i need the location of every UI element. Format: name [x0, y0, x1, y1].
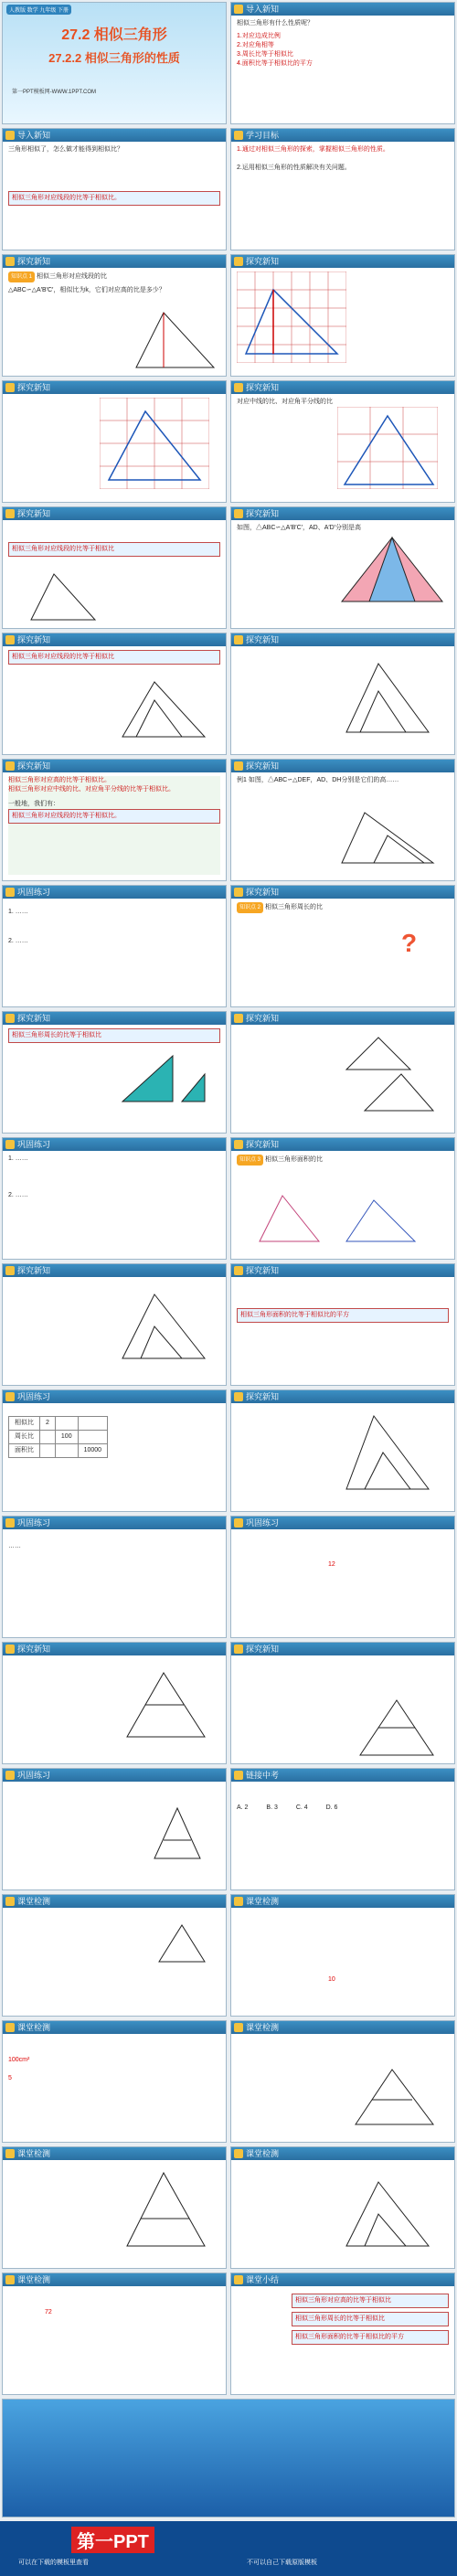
slide-explore-6: 探究新知 如图，△ABC∽△A′B′C′，AD、A′D′分别是高	[230, 506, 455, 629]
slide-summary-1: 探究新知 相似三角形对应高的比等于相似比。 相似三角形对应中线的比、对应角平分线的比等于相似比。 一般地，我们有： 相似三角形对应线段的比等于相似比。	[2, 759, 227, 881]
example-text: 例1 如图，△ABC∽△DEF，AD、DH分别是它们的高……	[237, 777, 399, 783]
table-cell: 100	[55, 1431, 78, 1444]
slide-consolidate-2: 巩固练习 1. …… 2. ……	[2, 1137, 227, 1260]
section-icon	[234, 257, 243, 266]
slide-consolidate-5: 巩固练习 12	[230, 1516, 455, 1638]
highlight-box: 相似三角形对应线段的比等于相似比	[8, 650, 220, 665]
table-row	[9, 1417, 108, 1431]
slide-explore-1: 探究新知 知识点 1 相似三角形对应线段的比 △ABC∽△A′B′C′，相似比为k，它们对应高的比是多少？	[2, 254, 227, 377]
slide-explore-11: 探究新知	[2, 1263, 227, 1386]
section-icon	[234, 635, 243, 644]
list-item: 1.对应边成比例	[237, 33, 281, 39]
problem-text: △ABC∽△A′B′C′，相似比为k，它们对应高的比是多少？	[8, 287, 165, 293]
slide-title	[2, 2, 227, 124]
section-icon	[5, 1771, 15, 1780]
answer-box: 12	[328, 1561, 335, 1568]
slide-explore-12: 探究新知 相似三角形面积的比等于相似比的平方	[230, 1263, 455, 1386]
table-row	[9, 1431, 108, 1444]
knowledge-title: 相似三角形面积的比	[264, 1156, 323, 1163]
slide-example-1: 探究新知 例1 如图，△ABC∽△DEF，AD、DH分别是它们的高……	[230, 759, 455, 881]
table-cell	[40, 1431, 56, 1444]
table-cell	[55, 1417, 78, 1431]
section-icon	[5, 1518, 15, 1528]
option-c[interactable]: C. 4	[295, 1804, 308, 1811]
question-mark-icon: ?	[401, 929, 418, 957]
slide-example-2: 探究新知	[2, 1642, 227, 1764]
triangle-figure	[337, 1033, 438, 1115]
highlight-box: 相似三角形对应线段的比等于相似比。	[8, 809, 220, 824]
section-icon	[5, 131, 15, 140]
section-icon	[5, 761, 15, 771]
answer-box: 100cm²	[8, 2057, 30, 2063]
triangle-figure	[118, 677, 209, 741]
footer-banner	[0, 2521, 457, 2576]
exercise-line: 1. ……	[8, 1155, 28, 1162]
slide-explore-5: 探究新知 相似三角形对应线段的比等于相似比	[2, 506, 227, 629]
exercise-line: 2. ……	[8, 1192, 28, 1198]
section-icon	[234, 1518, 243, 1528]
option-b[interactable]: B. 3	[266, 1804, 278, 1811]
options-row	[237, 1804, 449, 1813]
knowledge-badge: 知识点 3	[237, 1155, 263, 1166]
summary-item: 相似三角形周长的比等于相似比	[292, 2312, 449, 2326]
option-a[interactable]: A. 2	[237, 1804, 249, 1811]
slide-check-6: 课堂检测	[230, 2146, 455, 2269]
highlight-box: 相似三角形面积的比等于相似比的平方	[237, 1308, 449, 1323]
section-icon	[234, 1771, 243, 1780]
slide-check-5: 课堂检测	[2, 2146, 227, 2269]
section-icon	[5, 1014, 15, 1023]
answer-box: 72	[45, 2309, 52, 2315]
section-icon	[234, 2023, 243, 2032]
slide-end	[2, 2399, 455, 2517]
table-cell	[78, 1417, 107, 1431]
question-text: 三角形相似了，怎么做才能得到相似比？	[8, 146, 123, 153]
footer-left-text: 可以在下载的模板里查看	[18, 2560, 89, 2566]
slide-explore-7: 探究新知 相似三角形对应线段的比等于相似比	[2, 633, 227, 755]
goal-2: 2.运用相似三角形的性质解决有关问题。	[237, 165, 351, 171]
section-icon	[5, 1266, 15, 1275]
edition-tag: 人教版 数学 九年级 下册	[6, 5, 71, 15]
lamp-figure	[145, 1804, 209, 1868]
slide-explore-3: 探究新知	[2, 380, 227, 503]
slide-consolidate-3: 巩固练习 相似比 2 周长比 100 面积比 10000	[2, 1389, 227, 1512]
triangle-figure	[154, 1921, 209, 1966]
section-icon	[234, 1645, 243, 1654]
table-cell: 面积比	[9, 1444, 40, 1458]
summary-line: 相似三角形对应高的比等于相似比。	[8, 777, 111, 783]
section-icon	[234, 1897, 243, 1906]
section-icon	[234, 1014, 243, 1023]
page-subtitle: 27.2.2 相似三角形的性质	[48, 51, 180, 65]
section-icon	[5, 1392, 15, 1401]
brand-logo: 第一PPT	[71, 2527, 154, 2553]
slide-summary: 课堂小结 相似三角形对应高的比等于相似比 相似三角形周长的比等于相似比 相似三角形面积的比等于相似比的平方	[230, 2273, 455, 2395]
section-icon	[234, 761, 243, 771]
slide-consolidate-4: 巩固练习 ……	[2, 1516, 227, 1638]
slide-explore-k3: 探究新知 知识点 3 相似三角形面积的比	[230, 1137, 455, 1260]
slide-check-3: 课堂检测 100cm² 5	[2, 2020, 227, 2143]
slide-explore-10: 探究新知	[230, 1011, 455, 1134]
table-cell	[55, 1444, 78, 1458]
section-icon	[234, 1392, 243, 1401]
section-icon	[5, 2149, 15, 2158]
option-d[interactable]: D. 6	[325, 1804, 338, 1811]
list-item: 4.面积比等于相似比的平方	[237, 60, 313, 67]
slide-explore-4: 探究新知 对应中线的比、对应角平分线的比	[230, 380, 455, 503]
grid-figure	[100, 398, 209, 489]
section-icon	[234, 2149, 243, 2158]
section-icon	[234, 5, 243, 14]
section-icon	[5, 888, 15, 897]
slide-explore-8: 探究新知	[230, 633, 455, 755]
answer-box: 5	[8, 2075, 12, 2081]
slide-goals: 学习目标 1.通过对相似三角形的探索，掌握相似三角形的性质。 2.运用相似三角形的性质解决有关问题。	[230, 128, 455, 250]
section-icon	[234, 1266, 243, 1275]
knowledge-title: 相似三角形周长的比	[264, 904, 323, 910]
table-cell: 10000	[78, 1444, 107, 1458]
knowledge-badge: 知识点 1	[8, 271, 35, 282]
exercise-line: 2. ……	[8, 938, 28, 944]
section-icon	[234, 383, 243, 392]
section-icon	[234, 888, 243, 897]
triangle-figure	[337, 2177, 438, 2251]
footer-right-text: 不可以自己下载原版模板	[247, 2560, 317, 2566]
triangle-figure	[337, 655, 438, 737]
slide-check-2: 课堂检测 10	[230, 1894, 455, 2017]
site-watermark: 第一PPT模板网-WWW.1PPT.COM	[12, 90, 96, 95]
slide-check-7: 课堂检测 72	[2, 2273, 227, 2395]
triangle-figure	[346, 2065, 438, 2129]
summary-line: 相似三角形对应中线的比、对应角平分线的比等于相似比。	[8, 786, 175, 793]
section-icon	[5, 2275, 15, 2284]
grid-figure	[237, 271, 346, 363]
section-icon	[234, 509, 243, 518]
page-title: 27.2 相似三角形	[61, 27, 167, 43]
section-icon	[234, 2275, 243, 2284]
triangle-figure	[337, 533, 447, 606]
slide-explore-9: 探究新知 相似三角形周长的比等于相似比	[2, 1011, 227, 1134]
highlight-box: 相似三角形对应线段的比等于相似比	[8, 542, 220, 557]
section-icon	[5, 383, 15, 392]
highlight-box: 相似三角形周长的比等于相似比	[8, 1028, 220, 1043]
section-icon	[5, 1645, 15, 1654]
triangle-figure	[337, 804, 438, 868]
highlight-box: 相似三角形对应线段的比等于相似比。	[8, 191, 220, 206]
triangle-figure	[127, 308, 218, 372]
triangle-figure	[27, 569, 100, 624]
section-icon	[5, 635, 15, 644]
table-cell	[40, 1444, 56, 1458]
table-row	[9, 1444, 108, 1458]
table-cell: 周长比	[9, 1431, 40, 1444]
section-icon	[5, 257, 15, 266]
knowledge-title: 相似三角形对应线段的比	[36, 273, 107, 280]
section-icon	[5, 1897, 15, 1906]
ratio-table	[8, 1416, 108, 1458]
section-icon	[5, 1140, 15, 1149]
section-icon	[5, 509, 15, 518]
summary-item: 相似三角形对应高的比等于相似比	[292, 2294, 449, 2308]
exercise-line: 1. ……	[8, 909, 28, 915]
section-icon	[5, 2023, 15, 2032]
list-item: 2.对应角相等	[237, 42, 274, 48]
triangle-figure	[356, 1696, 438, 1760]
slide-check-1: 课堂检测	[2, 1894, 227, 2017]
summary-note: 一般地，我们有：	[8, 801, 59, 807]
section-icon	[234, 1140, 243, 1149]
slide-consolidate-1: 巩固练习 1. …… 2. ……	[2, 885, 227, 1007]
summary-item: 相似三角形面积的比等于相似比的平方	[292, 2330, 449, 2345]
triangle-figure	[118, 1051, 209, 1106]
table-cell: 相似比	[9, 1417, 40, 1431]
slide-consolidate-6: 巩固练习	[2, 1768, 227, 1890]
answer-box: 10	[328, 1976, 335, 1983]
knowledge-badge: 知识点 2	[237, 902, 263, 913]
triangle-figure	[255, 1191, 420, 1246]
slide-import-2: 导入新知 三角形相似了，怎么做才能得到相似比？ 相似三角形对应线段的比等于相似比。	[2, 128, 227, 250]
question-text: 相似三角形有什么性质呢？	[237, 20, 314, 27]
slide-explore-k2: 探究新知 知识点 2 相似三角形周长的比 ?	[230, 885, 455, 1007]
list-item: 3.周长比等于相似比	[237, 51, 293, 58]
triangle-figure	[118, 2168, 209, 2251]
exercise-line: ……	[8, 1543, 21, 1549]
slide-import-1: 导入新知 相似三角形有什么性质呢？ 1.对应边成比例 2.对应角相等 3.周长比等于相似比 4.面积比等于相似比的平方	[230, 2, 455, 124]
table-cell	[78, 1431, 107, 1444]
goal-1: 1.通过对相似三角形的探索，掌握相似三角形的性质。	[237, 146, 389, 153]
triangle-figure	[337, 1411, 438, 1494]
slide-practice: 链接中考 A. 2 B. 3 C. 4 D. 6	[230, 1768, 455, 1890]
slide-check-4: 课堂检测	[230, 2020, 455, 2143]
triangle-figure	[118, 1290, 209, 1363]
slide-explore-13: 探究新知	[230, 1389, 455, 1512]
triangle-figure	[118, 1668, 209, 1741]
problem-text: 如图，△ABC∽△A′B′C′，AD、A′D′分别是高	[237, 525, 362, 531]
problem-text: 对应中线的比、对应角平分线的比	[237, 399, 333, 405]
slide-explore-2: 探究新知	[230, 254, 455, 377]
table-cell: 2	[40, 1417, 56, 1431]
section-icon	[234, 131, 243, 140]
grid-figure	[337, 407, 438, 489]
slide-explore-14: 探究新知	[230, 1642, 455, 1764]
